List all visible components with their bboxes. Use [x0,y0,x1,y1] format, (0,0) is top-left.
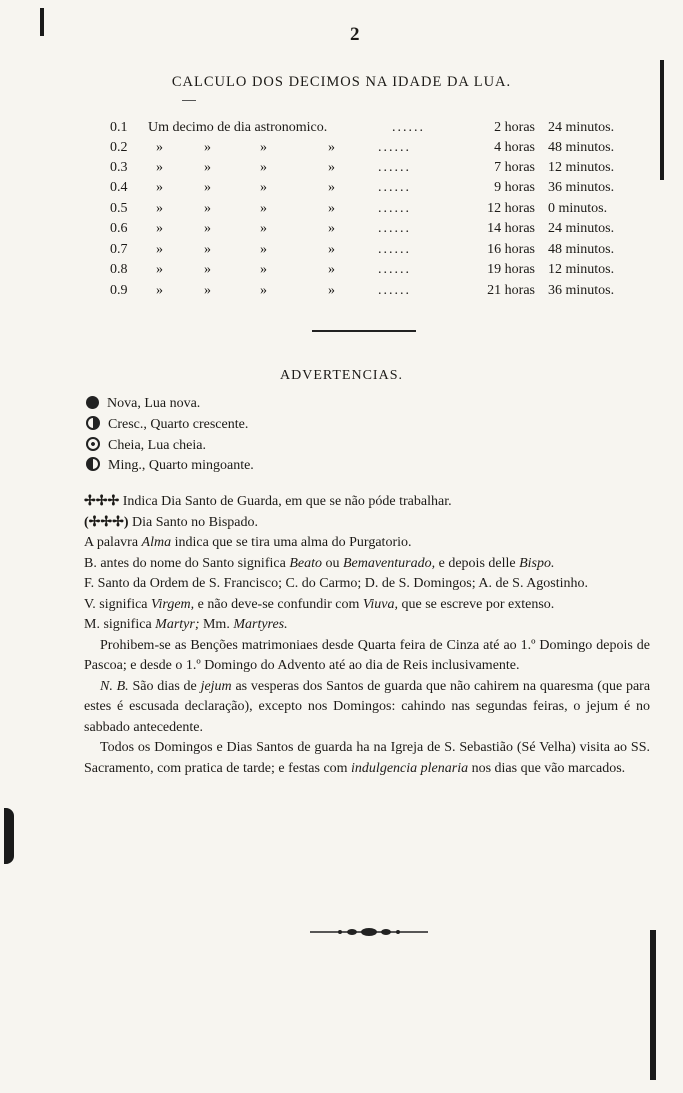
note-text: ou [325,555,340,571]
note-italic: Beato [289,555,322,571]
row-hours: 2 horas [494,120,535,135]
table-row [110,201,615,221]
phase-item [86,396,200,416]
section-title: ADVERTENCIAS. [280,368,403,383]
ditto-mark: » [204,160,211,175]
ditto-mark: » [204,201,211,216]
row-minutes: 24 minutos. [548,221,615,236]
note-line [84,595,650,616]
note-italic: Martyr; [155,617,200,632]
row-hours: 7 horas [494,160,535,175]
note-line [84,554,650,575]
ditto-mark: » [328,201,335,216]
phase-label: Ming., Quarto mingoante. [108,458,254,473]
paragraph-text: nos dias que vão marcados. [471,760,626,776]
paragraph-text: Todos os Domingos e Dias Santos de guarda ha na Igreja de S. Sebastião (Sé Velha) visita ao SS. Sacramento, com pratica de tarde; e festas com [84,740,650,776]
ditto-mark: » [156,262,163,277]
ditto-mark: » [156,160,163,175]
note-italic: Alma [141,535,172,550]
table-row [110,242,615,262]
note-italic: Virgem, [151,596,195,612]
ditto-mark: » [328,221,335,236]
note-italic: indulgencia plenaria [351,760,469,776]
paragraph [84,738,650,779]
row-leader-dots: ...... [392,120,425,135]
row-leader-dots: ...... [378,283,411,298]
note-line [84,533,650,554]
ornament-divider [310,926,428,938]
page-title: CALCULO DOS DECIMOS NA IDADE DA LUA. [171,74,512,90]
ditto-mark: » [328,160,335,175]
notes-section [84,492,650,779]
ditto-mark: » [260,140,267,155]
row-decimal: 0.2 [110,140,128,155]
ditto-mark: » [156,180,163,195]
row-leader-dots: ...... [378,140,411,155]
row-hours: 12 horas [487,201,535,216]
row-minutes: 36 minutos. [548,180,615,195]
row-decimal: 0.5 [110,201,128,216]
note-line [84,574,650,595]
phase-item [86,457,254,477]
note-text: V. significa [84,596,148,612]
ditto-mark: » [260,283,267,298]
note-italic: Bispo. [519,555,555,571]
note-text: Indica Dia Santo de Guarda, em que se não póde trabalhar. [122,494,452,509]
ditto-mark: » [204,262,211,277]
row-hours: 19 horas [487,262,535,277]
phase-label: Cresc., Quarto crescente. [108,417,249,432]
note-italic: Martyres. [233,617,288,632]
ditto-mark: » [204,242,211,257]
last-quarter-moon-icon [86,457,100,471]
row-decimal: 0.3 [110,160,128,175]
phase-label: Nova, Lua nova. [107,396,201,411]
row-minutes: 48 minutos. [548,140,615,155]
row-hours: 4 horas [494,140,535,155]
table-row [110,140,615,160]
paragraph-text: Prohibem-se as Benções matrimoniaes desde Quarta feira de Cinza até ao 1.º Domingo depois de Pascoa; e desde o 1.º Domingo do Advento até ao dia de Reis inclusivamente. [84,637,650,673]
row-leader-dots: ...... [378,262,411,277]
row-decimal: 0.8 [110,262,128,277]
ditto-mark: » [328,262,335,277]
note-italic: Viuva, [362,596,399,612]
row-decimal: 0.7 [110,242,128,257]
edge-ink-mark [650,930,656,1080]
edge-ink-mark [4,808,14,864]
cross-symbol-icon: ✢✢✢ [84,494,120,509]
ditto-mark: » [260,201,267,216]
cross-symbol-paren: (✢✢✢) [84,514,129,530]
title-underline-mark [182,100,196,101]
new-moon-icon [86,396,99,409]
first-quarter-moon-icon [86,416,100,430]
ditto-mark: » [204,140,211,155]
note-text: que se escreve por extenso. [401,596,555,612]
row-minutes: 12 minutos. [548,262,615,277]
table-row [110,283,615,303]
section-divider [312,330,416,332]
ditto-mark: » [328,242,335,257]
ditto-mark: » [156,201,163,216]
note-text: F. Santo da Ordem de S. Francisco; C. do Carmo; D. de S. Domingos; A. de S. Agostinho. [84,576,589,591]
row-decimal: 0.1 [110,120,128,135]
table-row [110,120,615,140]
ditto-mark: » [260,221,267,236]
page-number: 2 [350,24,360,45]
ditto-mark: » [260,242,267,257]
row-description: Um decimo de dia astronomico. [148,120,328,135]
paragraph-text: São dias de [132,678,197,694]
ditto-mark: » [328,140,335,155]
edge-ink-mark [660,60,664,180]
row-decimal: 0.4 [110,180,128,195]
ditto-mark: » [156,140,163,155]
row-decimal: 0.6 [110,221,128,236]
note-text: M. significa [84,617,152,632]
row-leader-dots: ...... [378,201,411,216]
phase-label: Cheia, Lua cheia. [108,438,206,453]
full-moon-icon [86,437,100,451]
note-text: indica que se tira uma alma do Purgatorio. [174,535,412,550]
note-text: Mm. [202,617,230,632]
ditto-mark: » [260,180,267,195]
table-row [110,221,615,241]
row-leader-dots: ...... [378,180,411,195]
phase-item [86,437,206,457]
ditto-mark: » [156,242,163,257]
note-text: A palavra [84,535,139,550]
ditto-mark: » [260,160,267,175]
note-line [84,615,650,636]
row-hours: 21 horas [487,283,535,298]
row-decimal: 0.9 [110,283,128,298]
note-text: e não deve-se confundir com [197,596,360,612]
table-row [110,160,615,180]
paragraph [84,677,650,739]
note-text: Dia Santo no Bispado. [132,514,259,530]
row-leader-dots: ...... [378,242,411,257]
table-row [110,180,615,200]
row-hours: 14 horas [487,221,535,236]
ditto-mark: » [204,221,211,236]
note-italic: Bemaventurado, [342,555,436,571]
row-minutes: 48 minutos. [548,242,615,257]
note-line [84,492,650,513]
row-leader-dots: ...... [378,160,411,175]
ditto-mark: » [156,221,163,236]
note-text: B. antes do nome do Santo significa [84,555,286,571]
row-minutes: 0 minutos. [548,201,608,216]
row-hours: 16 horas [487,242,535,257]
paragraph-text: as vesperas dos Santos de guarda que não cahirem na quaresma (que para estes é escusada declaração), excepto nos Domingos: cahindo nas segundas feiras, o jejum é no sabbado antecedente. [84,678,651,735]
ditto-mark: » [204,283,211,298]
phase-item [86,416,248,436]
ditto-mark: » [328,180,335,195]
row-minutes: 36 minutos. [548,283,615,298]
ditto-mark: » [328,283,335,298]
note-line [84,513,650,534]
note-text: e depois delle [438,555,516,571]
row-hours: 9 horas [494,180,535,195]
row-minutes: 24 minutos. [548,120,615,135]
ditto-mark: » [156,283,163,298]
table-row [110,262,615,282]
row-minutes: 12 minutos. [548,160,615,175]
ditto-mark: » [204,180,211,195]
row-leader-dots: ...... [378,221,411,236]
edge-ink-mark [40,8,44,36]
ditto-mark: » [260,262,267,277]
note-italic: N. B. [100,678,129,694]
note-italic: jejum [200,678,232,694]
paragraph [84,636,650,677]
